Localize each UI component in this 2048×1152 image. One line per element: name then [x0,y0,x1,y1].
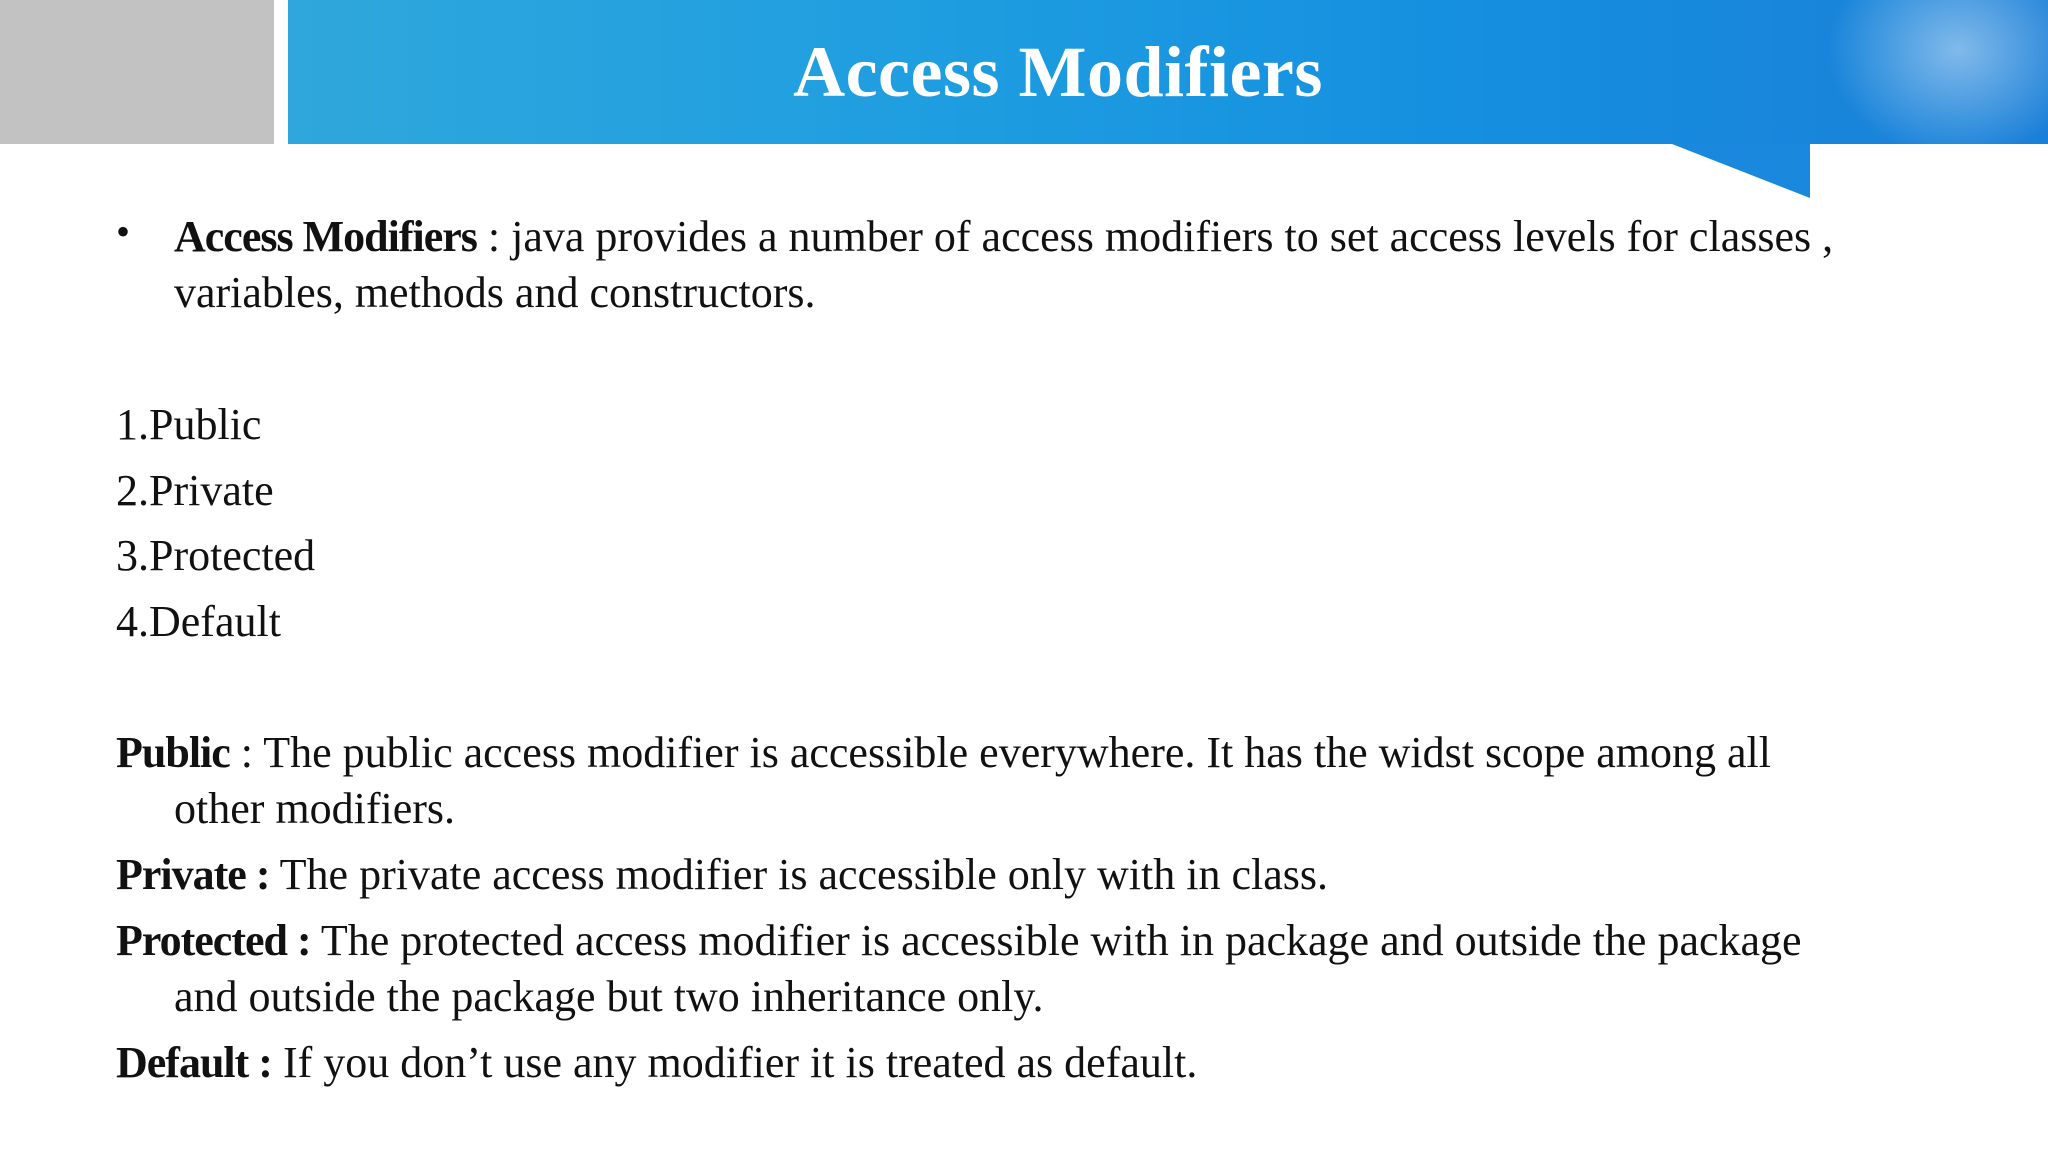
definition-default-text: If you don’t use any modifier it is treated as default. [271,1038,1198,1087]
definition-private-text: The private access modifier is accessible only with in class. [269,850,1329,899]
definition-default [116,1035,1197,1091]
intro-text: java provides a number of access modifiers to set access levels for classes , [511,212,1834,261]
definition-protected-text: The protected access modifier is accessible with in package and outside the package [310,916,1802,965]
definition-private-term: Private : [116,850,270,899]
definition-protected-continuation: and outside the package but two inheritance only. [174,972,1044,1021]
definition-public-sep: : [229,728,264,777]
slide-title: Access Modifiers [793,31,1323,112]
definition-public-term: Public [116,728,230,777]
definition-public-text: The public access modifier is accessible everywhere. It has the widst scope among all [263,728,1771,777]
definition-default-term: Default : [116,1038,272,1087]
list-item-default: 4.Default [116,597,281,646]
definition-public [116,725,1771,781]
intro-term: Access Modifiers [174,212,477,261]
definition-protected [116,913,1802,969]
list-item-public: 1.Public [116,400,262,449]
intro-separator: : [476,212,512,261]
definition-protected-term: Protected : [116,916,311,965]
bullet-marker: • [116,209,131,254]
list-item-private: 2.Private [116,466,274,515]
definition-public-continuation: other modifiers. [174,784,456,833]
intro-line-1 [174,209,1833,265]
list-item-protected: 3.Protected [116,531,316,580]
definition-private [116,847,1328,903]
intro-line-2: variables, methods and constructors. [174,268,816,317]
